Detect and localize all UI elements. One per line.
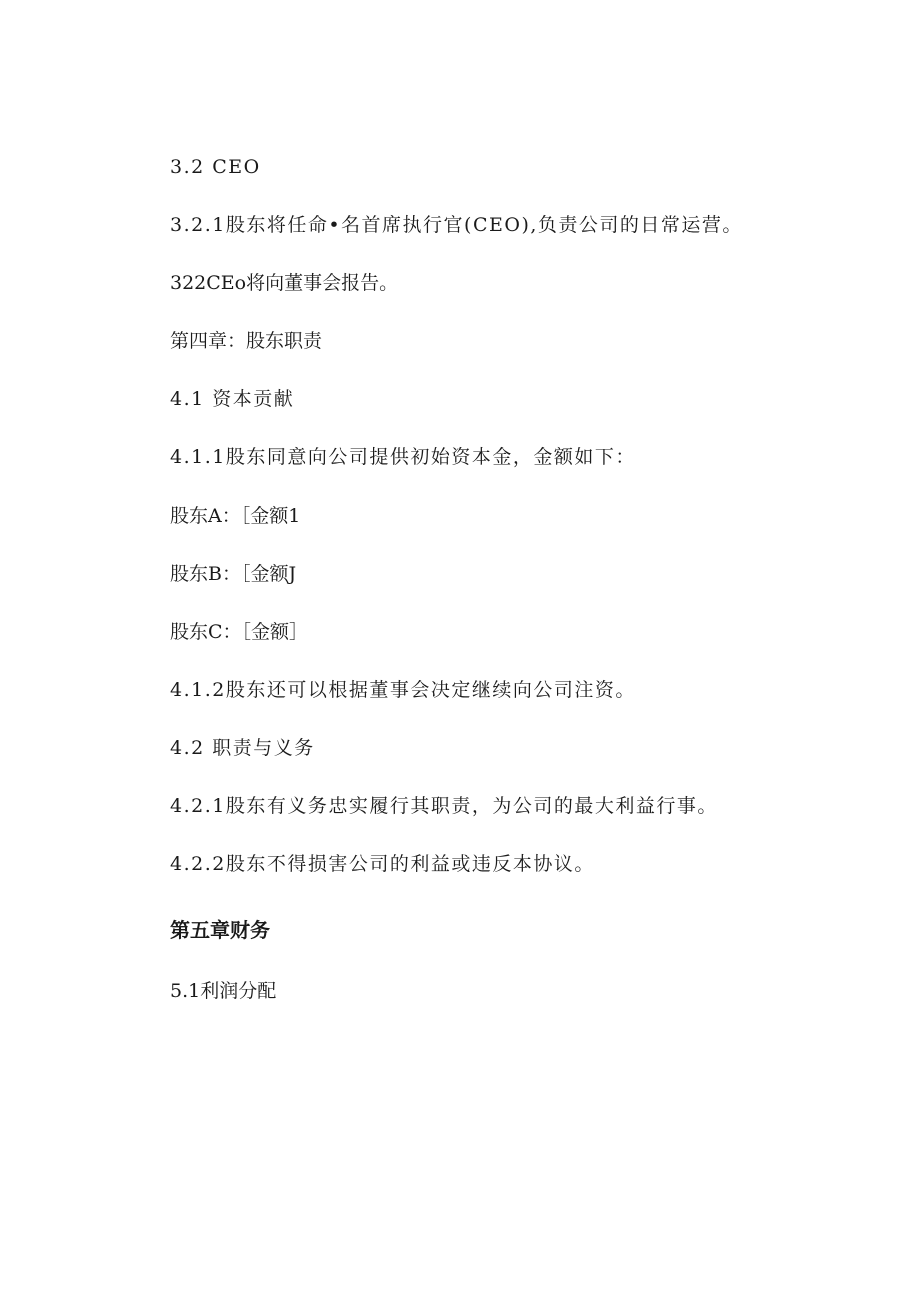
clause-4-1-2: 4.1.2股东还可以根据董事会决定继续向公司注资。 <box>170 679 636 701</box>
clause-3-2-1: 3.2.1股东将任命•名首席执行官(CEO),负责公司的日常运营。 <box>170 214 743 236</box>
shareholder-a-amount: 股东A：［金额1 <box>170 505 301 527</box>
section-heading-4-2: 4.2 职责与义务 <box>170 737 315 759</box>
clause-4-2-2: 4.2.2股东不得损害公司的利益或违反本协议。 <box>170 853 595 875</box>
clause-4-1-1: 4.1.1股东同意向公司提供初始资本金，金额如下： <box>170 446 636 468</box>
chapter-five-heading: 第五章财务 <box>170 918 270 942</box>
section-heading-4-1: 4.1 资本贡献 <box>170 388 295 410</box>
shareholder-c-amount: 股东C：［金额］ <box>170 621 309 643</box>
section-heading-3-2: 3.2 CEO <box>170 156 261 178</box>
chapter-four-heading: 第四章：股东职责 <box>170 330 323 352</box>
shareholder-b-amount: 股东B：［金额J <box>170 563 297 585</box>
clause-4-2-1: 4.2.1股东有义务忠实履行其职责，为公司的最大利益行事。 <box>170 795 718 817</box>
clause-3-2-2: 322CEo将向董事会报告。 <box>170 272 399 294</box>
section-heading-5-1: 5.1利润分配 <box>170 980 277 1002</box>
